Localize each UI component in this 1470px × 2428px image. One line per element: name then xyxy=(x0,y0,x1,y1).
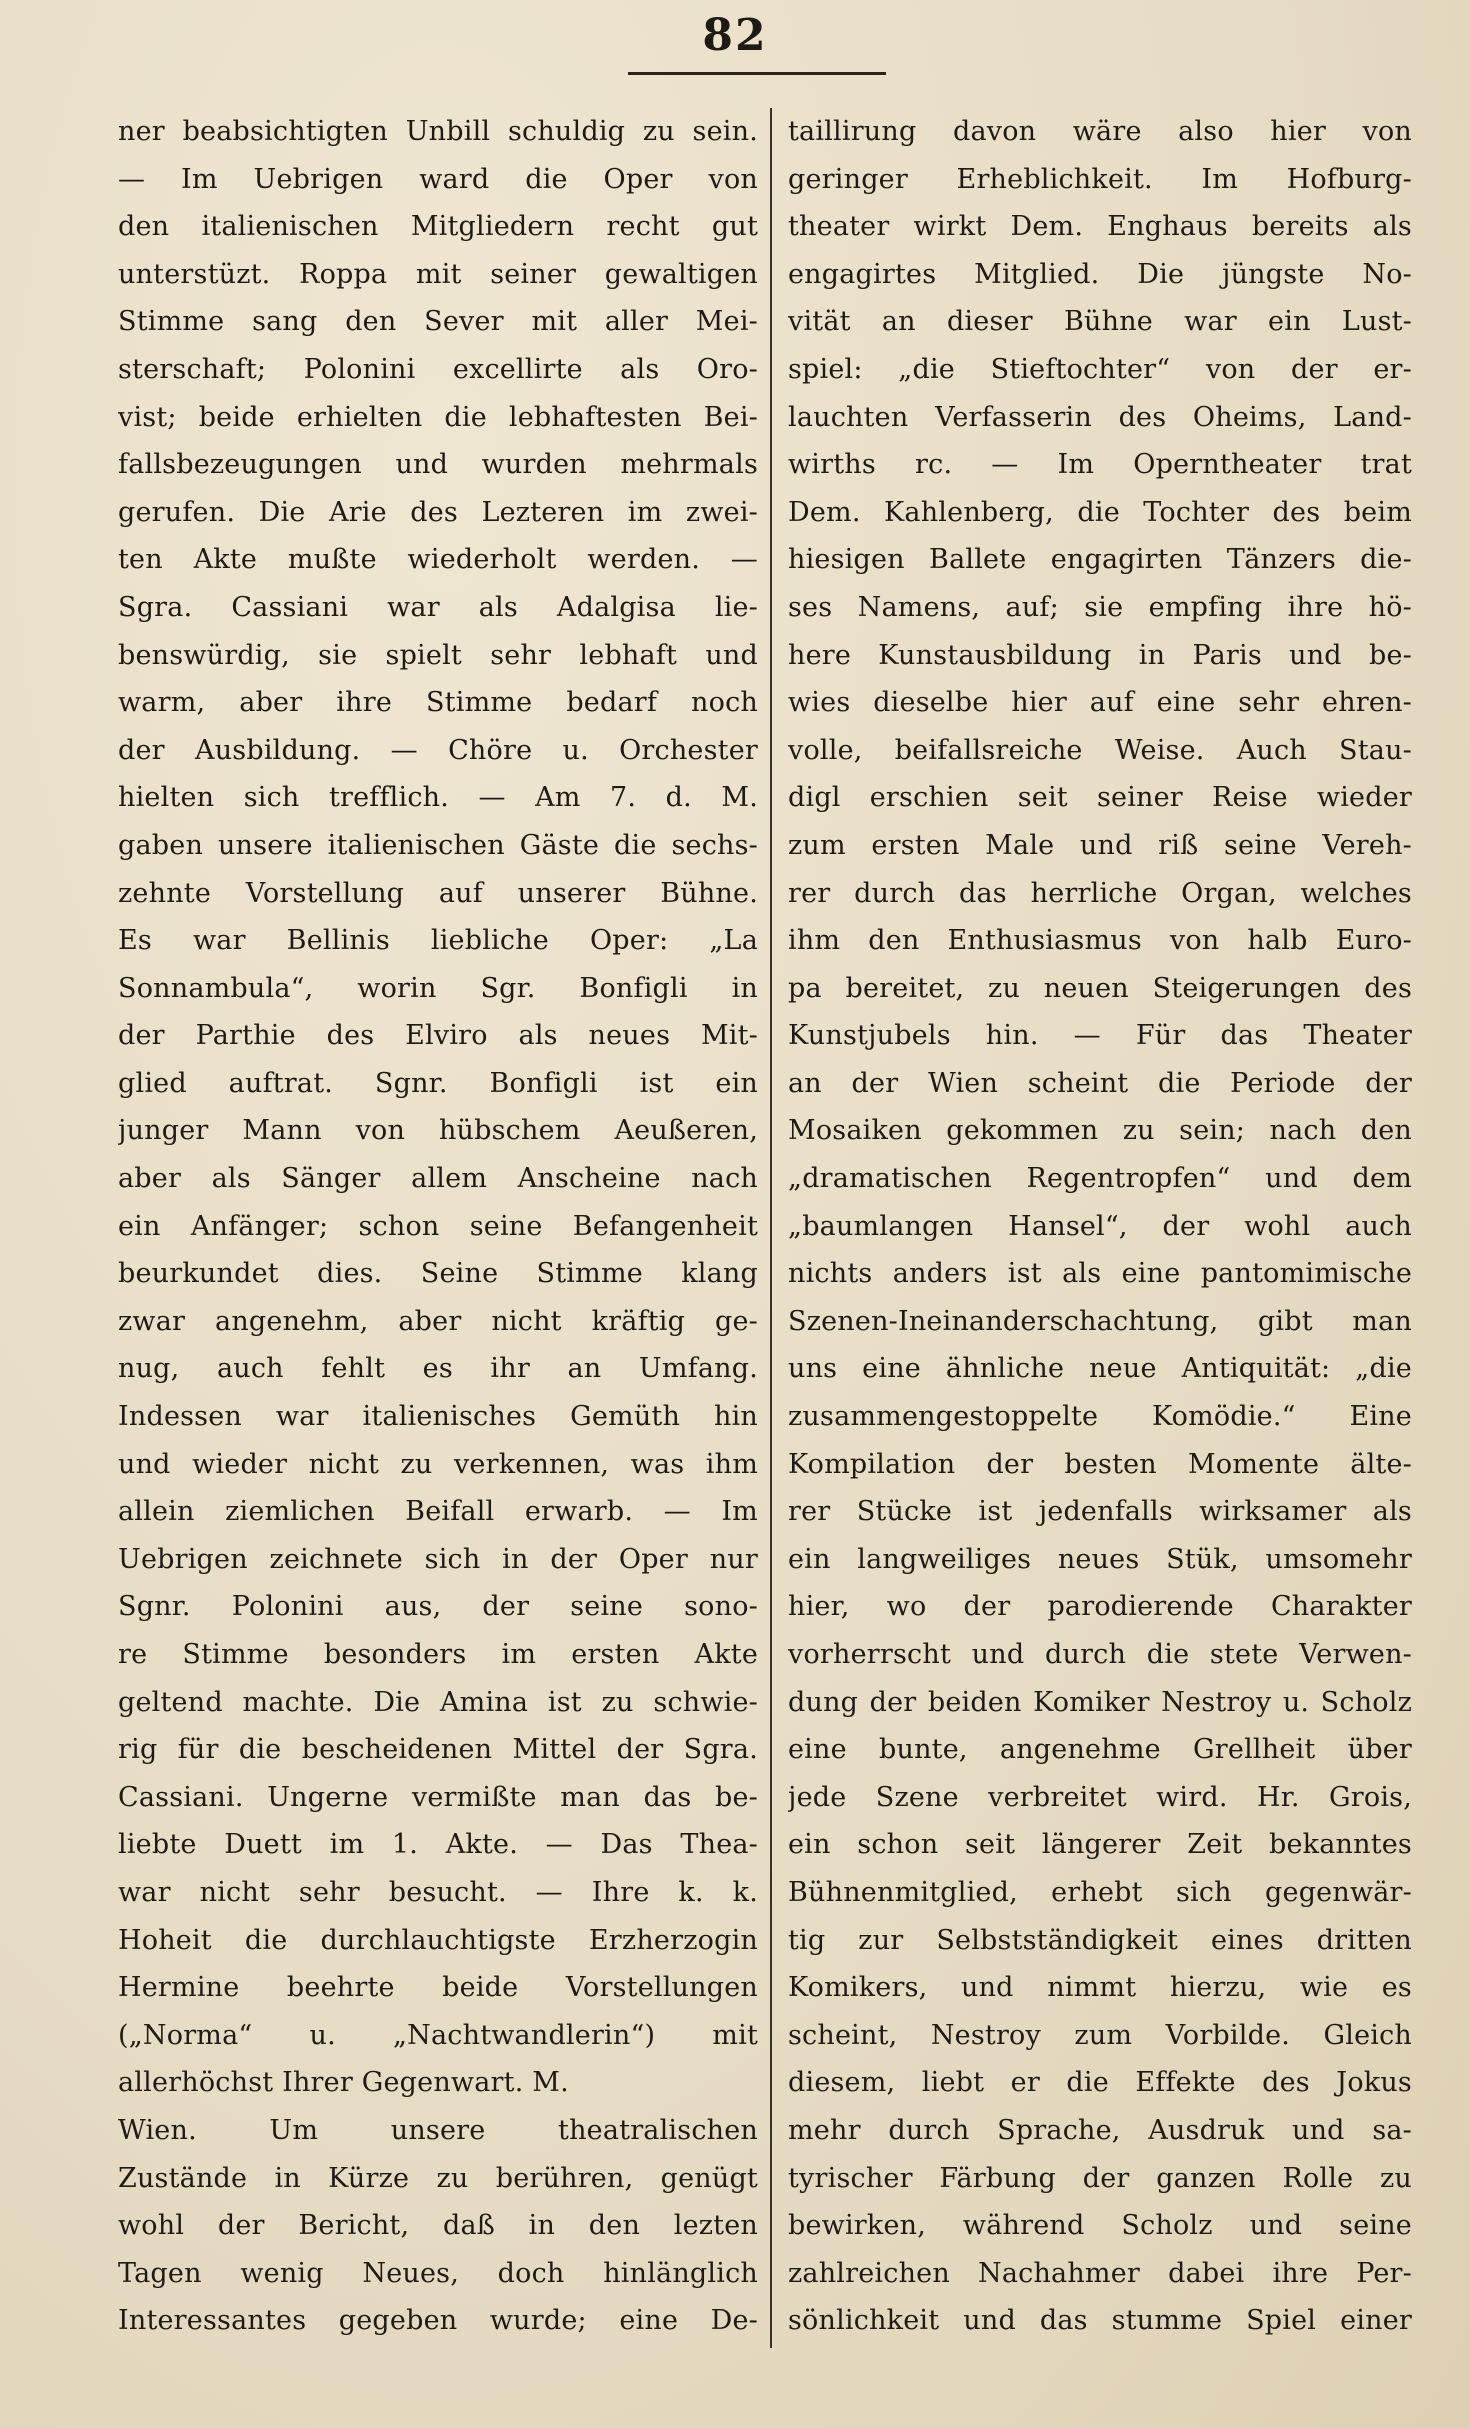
text-line: „baumlangen Hansel“, der wohl auch xyxy=(788,1210,1412,1242)
text-line: hier, wo der parodierende Charakter xyxy=(788,1591,1412,1623)
text-line: scheint, Nestroy zum Vorbilde. Gleich xyxy=(788,2019,1412,2051)
text-line: Kompilation der besten Momente älte- xyxy=(788,1448,1412,1480)
text-line: hiesigen Ballete engagirten Tänzers die- xyxy=(788,544,1412,576)
text-line: diesem, liebt er die Effekte des Jokus xyxy=(788,2067,1412,2099)
text-line: uns eine ähnliche neue Antiquität: „die xyxy=(788,1353,1412,1385)
text-line: Dem. Kahlenberg, die Tochter des beim xyxy=(788,496,1412,528)
text-line: ein langweiliges neues Stük, umsomehr xyxy=(788,1543,1412,1575)
text-line: Interessantes gegeben wurde; eine De- xyxy=(118,2305,758,2337)
text-line: geringer Erheblichkeit. Im Hofburg- xyxy=(788,163,1412,195)
text-line: nichts anders ist als eine pantomimische xyxy=(788,1258,1412,1290)
text-line: spiel: „die Stieftochter“ von der er- xyxy=(788,353,1412,385)
text-line: der Parthie des Elviro als neues Mit- xyxy=(118,1020,758,1052)
text-line: junger Mann von hübschem Aeußeren, xyxy=(118,1115,758,1147)
column-divider xyxy=(770,108,772,2348)
text-line: zehnte Vorstellung auf unserer Bühne. xyxy=(118,877,758,909)
text-line: ein schon seit längerer Zeit bekanntes xyxy=(788,1829,1412,1861)
text-line: Hermine beehrte beide Vorstellungen xyxy=(118,1972,758,2004)
text-line: tig zur Selbstständigkeit eines dritten xyxy=(788,1924,1412,1956)
text-line: rer Stücke ist jedenfalls wirksamer als xyxy=(788,1496,1412,1528)
text-line: der Ausbildung. — Chöre u. Orchester xyxy=(118,734,758,766)
text-line: hielten sich trefflich. — Am 7. d. M. xyxy=(118,782,758,814)
text-line: Uebrigen zeichnete sich in der Oper nur xyxy=(118,1543,758,1575)
right-column xyxy=(788,108,1412,2348)
text-line: Es war Bellinis liebliche Oper: „La xyxy=(118,925,758,957)
text-line: vorherrscht und durch die stete Verwen- xyxy=(788,1639,1412,1670)
text-line: Hoheit die durchlauchtigste Erzherzogin xyxy=(118,1924,758,1956)
text-line: ein Anfänger; schon seine Befangenheit xyxy=(118,1210,758,1242)
text-line: vist; beide erhielten die lebhaftesten Bei- xyxy=(118,401,758,433)
text-line: Szenen-Ineinanderschachtung, gibt man xyxy=(788,1305,1412,1337)
text-line: Tagen wenig Neues, doch hinlänglich xyxy=(118,2257,758,2289)
text-line: zwar angenehm, aber nicht kräftig ge- xyxy=(118,1305,758,1337)
text-line: wohl der Bericht, daß in den lezten xyxy=(118,2210,758,2242)
text-line: an der Wien scheint die Periode der xyxy=(788,1067,1412,1099)
text-line: eine bunte, angenehme Grellheit über xyxy=(788,1734,1412,1766)
text-line: re Stimme besonders im ersten Akte xyxy=(118,1639,758,1670)
text-line: nug, auch fehlt es ihr an Umfang. xyxy=(118,1353,758,1385)
text-line: gaben unsere italienischen Gäste die sechs- xyxy=(118,829,758,861)
text-line: Stimme sang den Sever mit aller Mei- xyxy=(118,306,758,338)
page-number: 82 xyxy=(702,10,768,61)
text-line: Indessen war italienisches Gemüth hin xyxy=(118,1401,758,1433)
text-line: dung der beiden Komiker Nestroy u. Scholz xyxy=(788,1686,1412,1718)
text-line: lauchten Verfasserin des Oheims, Land- xyxy=(788,401,1412,433)
text-line: warm, aber ihre Stimme bedarf noch xyxy=(118,687,758,719)
text-line: wirths rc. — Im Operntheater trat xyxy=(788,449,1412,481)
text-line: Sgnr. Polonini aus, der seine sono- xyxy=(118,1591,758,1623)
text-line: zusammengestoppelte Komödie.“ Eine xyxy=(788,1401,1412,1433)
text-line: bewirken, während Scholz und seine xyxy=(788,2210,1412,2242)
text-line: Mosaiken gekommen zu sein; nach den xyxy=(788,1115,1412,1147)
text-line: taillirung davon wäre also hier von xyxy=(788,116,1412,147)
text-line: Zustände in Kürze zu berühren, genügt xyxy=(118,2162,758,2194)
text-line: liebte Duett im 1. Akte. — Das Thea- xyxy=(118,1829,758,1861)
text-line: Komikers, und nimmt hierzu, wie es xyxy=(788,1972,1412,2004)
text-line: volle, beifallsreiche Weise. Auch Stau- xyxy=(788,734,1412,766)
left-column xyxy=(118,108,758,2348)
text-line: und wieder nicht zu verkennen, was ihm xyxy=(118,1448,758,1480)
text-line: Sonnambula“, worin Sgr. Bonfigli in xyxy=(118,972,758,1004)
text-line: sterschaft; Polonini excellirte als Oro- xyxy=(118,353,758,385)
text-line: sönlichkeit und das stumme Spiel einer xyxy=(788,2305,1412,2337)
header-rule xyxy=(628,72,886,75)
text-line: theater wirkt Dem. Enghaus bereits als xyxy=(788,211,1412,243)
text-line: geltend machte. Die Amina ist zu schwie- xyxy=(118,1686,758,1718)
text-line: ses Namens, auf; sie empfing ihre hö- xyxy=(788,591,1412,623)
text-line: aber als Sänger allem Anscheine nach xyxy=(118,1163,758,1195)
text-line: benswürdig, sie spielt sehr lebhaft und xyxy=(118,639,758,671)
text-line: glied auftrat. Sgnr. Bonfigli ist ein xyxy=(118,1067,758,1099)
text-line: („Norma“ u. „Nachtwandlerin“) mit xyxy=(118,2019,758,2051)
text-line: digl erschien seit seiner Reise wieder xyxy=(788,782,1412,814)
text-line: rig für die bescheidenen Mittel der Sgra. xyxy=(118,1734,758,1766)
text-line: beurkundet dies. Seine Stimme klang xyxy=(118,1258,758,1290)
text-line: rer durch das herrliche Organ, welches xyxy=(788,877,1412,909)
text-line: allerhöchst Ihrer Gegenwart. M. xyxy=(118,2067,569,2099)
text-line: Bühnenmitglied, erhebt sich gegenwär- xyxy=(788,1876,1412,1908)
text-line: „dramatischen Regentropfen“ und dem xyxy=(788,1163,1412,1195)
text-line: tyrischer Färbung der ganzen Rolle zu xyxy=(788,2162,1412,2194)
text-line: engagirtes Mitglied. Die jüngste No- xyxy=(788,258,1412,290)
text-line: mehr durch Sprache, Ausdruk und sa- xyxy=(788,2114,1412,2146)
text-line: ner beabsichtigten Unbill schuldig zu sein. xyxy=(118,116,758,147)
text-line: Cassiani. Ungerne vermißte man das be- xyxy=(118,1781,758,1813)
text-line: ihm den Enthusiasmus von halb Euro- xyxy=(788,925,1412,957)
text-line: allein ziemlichen Beifall erwarb. — Im xyxy=(118,1496,758,1528)
text-line: gerufen. Die Arie des Lezteren im zwei- xyxy=(118,496,758,528)
text-line: zum ersten Male und riß seine Vereh- xyxy=(788,829,1412,861)
text-line: pa bereitet, zu neuen Steigerungen des xyxy=(788,972,1412,1004)
text-line: war nicht sehr besucht. — Ihre k. k. xyxy=(118,1876,758,1908)
text-line: ten Akte mußte wiederholt werden. — xyxy=(118,544,758,576)
text-line: Sgra. Cassiani war als Adalgisa lie- xyxy=(118,591,758,623)
text-line: Kunstjubels hin. — Für das Theater xyxy=(788,1020,1412,1052)
text-line: den italienischen Mitgliedern recht gut xyxy=(118,211,758,243)
text-line: zahlreichen Nachahmer dabei ihre Per- xyxy=(788,2257,1412,2289)
text-line: unterstüzt. Roppa mit seiner gewaltigen xyxy=(118,258,758,290)
text-line: vität an dieser Bühne war ein Lust- xyxy=(788,306,1412,338)
text-line: Wien. Um unsere theatralischen xyxy=(118,2114,758,2146)
text-line: wies dieselbe hier auf eine sehr ehren- xyxy=(788,687,1412,719)
text-line: — Im Uebrigen ward die Oper von xyxy=(118,163,758,195)
text-line: fallsbezeugungen und wurden mehrmals xyxy=(118,449,758,481)
text-line: jede Szene verbreitet wird. Hr. Grois, xyxy=(788,1781,1412,1813)
text-line: here Kunstausbildung in Paris und be- xyxy=(788,639,1412,671)
